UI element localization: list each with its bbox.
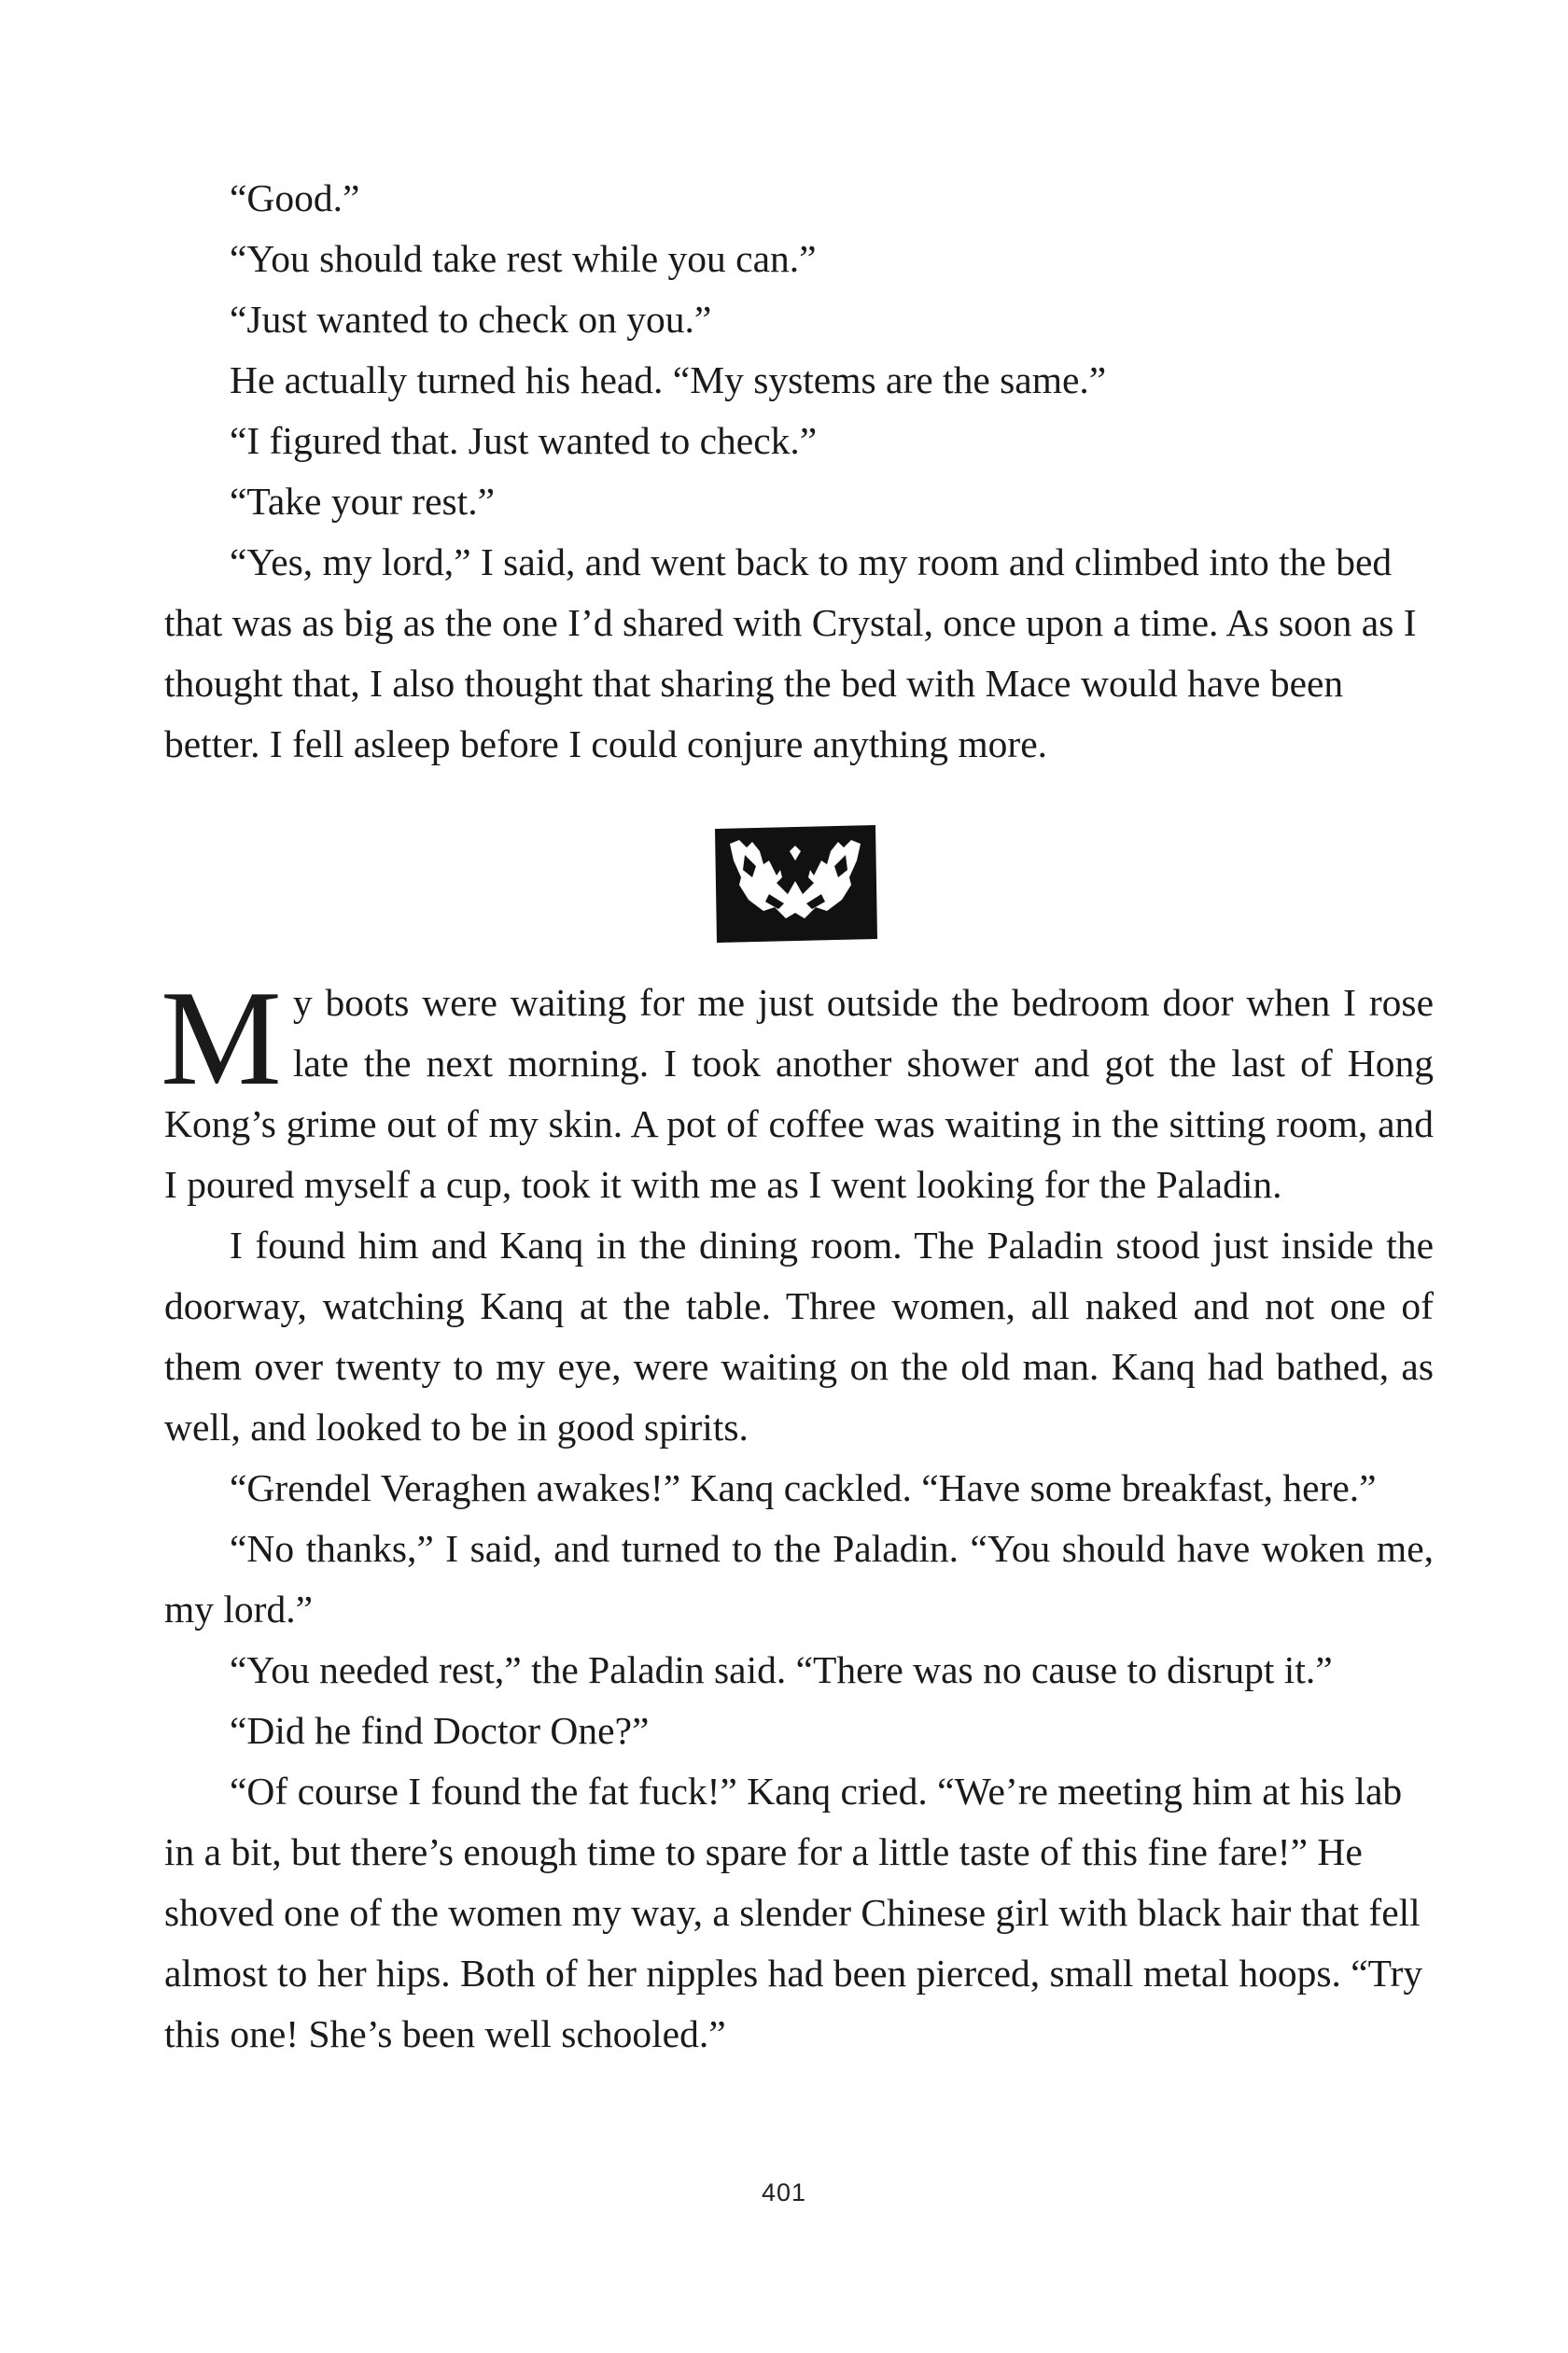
paragraph: “Yes, my lord,” I said, and went back to my room and climbed into the bed that was as big as the one I’d shared with Crystal, once upon a time. As soon as I thought that, I also thought that sharing the bed with Mace would have been better. I fell asleep before I could conjure anything more. <box>164 540 1417 765</box>
section-break-ornament-icon <box>711 823 879 945</box>
opening-paragraph <box>161 962 1434 1215</box>
paragraph: “You needed rest,” the Paladin said. “There was no cause to disrupt it.” <box>230 1648 1333 1691</box>
drop-cap: M <box>161 962 282 1113</box>
paragraph: He actually turned his head. “My systems are the same.” <box>230 358 1107 401</box>
opening-text: y boots were waiting for me just outside the bedroom door when I rose late the next morning. I took another shower and got the last of Hong Kong’s grime out of my skin. A pot of coffee was waiting in the sitting room, and I poured myself a cup, took it with me as I went looking for the Paladin. <box>164 981 1434 1206</box>
section-one-text <box>164 168 1434 775</box>
paragraph: “No thanks,” I said, and turned to the Paladin. “You should have woken me, my lord.” <box>164 1527 1434 1631</box>
paragraph: “You should take rest while you can.” <box>230 237 817 280</box>
paragraph: “Good.” <box>230 176 360 219</box>
paragraph: I found him and Kanq in the dining room. The Paladin stood just inside the doorway, watching Kanq at the table. Three women, all naked and not one of them over twenty to my eye, were waiting on the old man. Kanq had bathed, as well, and looked to be in good spirits. <box>164 1224 1434 1449</box>
paragraph: “Take your rest.” <box>230 480 495 523</box>
page-number: 401 <box>761 2178 807 2206</box>
paragraph: “Of course I found the fat fuck!” Kanq cried. “We’re meeting him at his lab in a bit, but there’s enough time to spare for a little taste of this fine fare!” He shoved one of the women my way, a slender Chinese girl with black hair that fell almost to her hips. Both of her nipples had been pierced, small metal hoops. “Try this one! She’s been well schooled.” <box>164 1770 1423 2055</box>
ornament-shape <box>715 825 877 943</box>
section-two-text <box>161 962 1434 2065</box>
paragraph: “Grendel Veraghen awakes!” Kanq cackled. “Have some breakfast, here.” <box>230 1466 1377 1509</box>
paragraph: “Did he find Doctor One?” <box>230 1709 650 1752</box>
paragraph: “Just wanted to check on you.” <box>230 298 712 341</box>
paragraph: “I figured that. Just wanted to check.” <box>230 419 818 462</box>
